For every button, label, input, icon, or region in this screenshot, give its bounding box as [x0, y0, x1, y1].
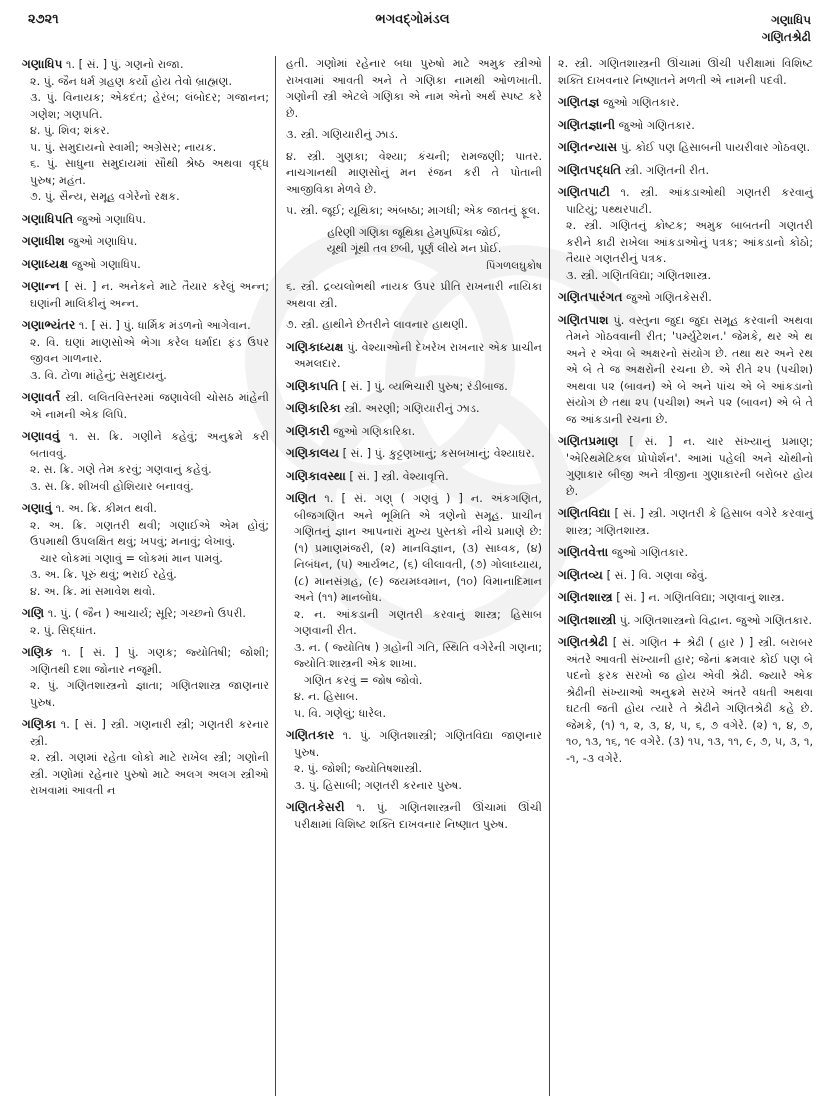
entry-first-line [558, 312, 813, 429]
entry-first-line [22, 428, 269, 462]
sense-line: ૩. સ. ક્રિ. શીખવી હોશિયાર બનાવવું. [30, 479, 194, 493]
headword: ગણાધ્યક્ષ [22, 256, 69, 271]
dictionary-entry [558, 567, 813, 585]
guide-words [762, 12, 811, 46]
definition: [ સં. ગણિત + શ્રેઢી ( હાર ) ] સ્ત્રી. બરાબર અંતરે આવતી સંખ્યાની હાર; જેનાં ક્રમવાર કોઈ પણ બે પદનો ફરક સરખો જ હોય એવી શ્રેઢી. જ્યારે એક શ્રેઢીની સંખ્યાઓ અનુક્રમે સરખે અંતરે વધતી અથવા ઘટતી જતી હોય ત્યારે તે શ્રેઢીને ગણિતશ્રેઢી કહે છે. જેમકે, (૧) ૧, ૨, ૩, ૪, ૫, ૬, ૭ વગેરે. (૨) ૧, ૪, ૭, ૧૦, ૧૩, ૧૬, ૧૯ વગેરે. (૩) ૧૫, ૧૩, ૧૧, ૯, ૭, ૫, ૩, ૧, -૧, -૩ વગેરે. [566, 636, 813, 765]
sense-line: ૩. પું. હિસાબી; ગણતરી કરનાર પુરુષ. [294, 778, 462, 792]
entry-first-line [286, 445, 542, 463]
sense-line: ૩. સ્ત્રી. ગણિયારીનું ઝાડ. [286, 128, 399, 141]
definition: પું. ગણિતશાસ્ત્રનો વિદ્વાન. જુઓ ગણિતકાર. [616, 613, 813, 627]
headword: ગણિત [286, 491, 317, 505]
dictionary-entry [286, 445, 542, 463]
entry-first-line [558, 589, 813, 607]
verse-source: પિંગળલઘુકોષ [486, 259, 542, 272]
definition: પું. વસ્તુના જુદા જુદા સમૂહ કરવાની અથવા તેમને ગોઠવવાની રીત; 'પર્મ્યુટેશન.' જેમકે, થર એ થ અને ર એવા બે અક્ષરનો સંયોગ છે. તથા થર અને રથ એ બે તે જ અક્ષરોની રચના છે. એ રીતે ૨૫ (પચીશ) અથવા ૫૨ (બાવન) એ બે અને પાંચ એ બે આંકડાનો સંયોગ છે તથા ૨૫ (પચીશ) અને ૫૨ (બાવન) એ બે તે જ આંકડાની રચના છે. [566, 313, 813, 426]
entry-first-line [558, 544, 813, 562]
entry-first-line [558, 94, 813, 112]
dictionary-entry [558, 312, 813, 429]
sense-line: ૩. પું. વિનાયક; એકદંત; હેરંબ; લંબોદર; ગજાનન; ગણેશ; ગણપતિ. [30, 91, 269, 121]
headword: ગણિક [22, 645, 53, 659]
definition: ૧. [ સં. ] પું. ગણક; જ્યોતિષી; જોશી; ગણિતથી દશા જોનાર નજૂમી. [30, 646, 269, 676]
entry-first-line [286, 423, 542, 441]
dictionary-entry [22, 716, 269, 800]
headword: ગણિતકેસરી [286, 800, 345, 814]
headword: ગણિકાધ્યક્ષ [286, 339, 344, 354]
definition: [ સં. ] ન. ચાર સંખ્યાનું પ્રમાણ; 'એરિથમેટિકલ પ્રોપોર્શન'. આમાં પહેલી અને ચોથીનો ગુણાકાર બીજી અને ત્રીજીના ગુણાકારની બરોબર હોય છે. [566, 435, 813, 498]
column-2 [275, 56, 549, 1096]
entry-first-line [558, 505, 813, 539]
headword: ગણિતપાશ [558, 312, 609, 327]
sense-line: ૩. ન. ( જ્યોતિષ ) ગ્રહોની ગતિ, સ્થિતિ વગેરેની ગણના; જ્યોતિઃશાસ્ત્રની એક શાખા. [294, 640, 542, 670]
page-number: ૨૭૨૧ [28, 12, 59, 27]
sense-line: ૭. પું. સૈન્ય, સમૂહ વગેરેનો રક્ષક. [30, 190, 180, 203]
verse-quote [286, 225, 542, 275]
entry-first-line [22, 211, 269, 229]
dictionary-entry [22, 605, 269, 639]
entry-first-line [558, 634, 813, 767]
dictionary-entry [558, 589, 813, 607]
dictionary-entry [558, 184, 813, 284]
headword: ગણિકા [22, 717, 56, 731]
dictionary-entry [558, 139, 813, 157]
definition: જુઓ ગણિતકાર. [615, 118, 695, 132]
column-1 [22, 56, 275, 1096]
headword: ગણાવું [22, 501, 53, 515]
entry-first-line [22, 56, 269, 74]
sense-line: ૪. પું. શિવ; શંકર. [30, 124, 110, 137]
entry-first-line [558, 612, 813, 630]
headword: ગણાધીશ [22, 234, 65, 248]
headword: ગણિકારી [286, 423, 330, 438]
definition: જુઓ ગણિતકેસરી. [622, 291, 712, 304]
sense-line: ૨. સ્ત્રી. ગણમાં રહેતા લોકો માટે રાખેલ સ્ત્રી; ગણોની સ્ત્રી. ગણોમાં રહેનાર પુરુષો માટે અલગ અલગ સ્ત્રીઓ રાખવામાં આવતી ન [30, 751, 269, 797]
entry-first-line [558, 567, 813, 585]
headword: ગણિતપદ્ધતિ [558, 162, 622, 177]
entry-first-line [22, 278, 269, 312]
definition: જુઓ ગણિકારિકા. [329, 424, 416, 438]
headword: ગણાભ્યંતર [22, 318, 76, 332]
entry-first-line [286, 799, 542, 833]
entry-first-line [22, 716, 269, 750]
entry-first-line [22, 317, 269, 335]
entry-first-line [558, 289, 813, 307]
sense-line: ૫. સ્ત્રી. જૂઈ; યૂથિકા; અંબષ્ઠા; માગધી; એક જાતનું ફૂલ. [286, 204, 541, 217]
definition: જુઓ ગણિતકાર. [608, 546, 689, 559]
definition: સ્ત્રી. અરણી; ગણિયારીનું ઝાડ. [340, 402, 480, 415]
entry-first-line [558, 184, 813, 218]
definition: [ સં. ] ન. અનેકને માટે તૈયાર કરેલું અન્ન; ઘણાંની માલિકીનું અન્ન. [30, 280, 269, 310]
definition: ૧. [ સં. ગણ્ ( ગણવું ) ] ન. અંકગણિત, બીજગણિત અને ભૂમિતિ એ ત્રણેનો સમૂહ. પ્રાચીન ગણિતનું જ્ઞાન આપનારાં મુખ્ય પુસ્તકો નીચે પ્રમાણે છે: (૧) પ્રમાણમંજરી, (૨) માનવિજ્ઞાન, (૩) સાધ્વક, (૪) નિબંધન, (૫) આર્યભટ, (૬) લીલાવતી, (૭) ગોલાધ્યાય, (૮) માનસંગ્રહ, (૯) જયમધ્વમાન, (૧૦) વિમાનાદિમાન અને (૧૧) માનબોધ. [294, 492, 542, 604]
dictionary-entry [286, 799, 542, 833]
entry-first-line [286, 378, 542, 396]
verse-line: યૂથી ગૂંથી તવ છબી, પૂર્ણ લીયે મન પ્રોઈ. [326, 242, 502, 255]
entry-first-line [558, 117, 813, 135]
guide-word-last: ગણિતશ્રેઢી [761, 30, 811, 44]
dictionary-entry [22, 500, 269, 600]
definition: ૧. પું. ( જૈન ) આચાર્ય; સૂરિ; ગચ્છનો ઉપરી. [44, 607, 246, 620]
definition: ૧. સ. ક્રિ. ગણીને કહેવું; અનુક્રમે કરી બતાવવું. [30, 430, 269, 460]
headword: ગણાવર્ત [22, 390, 61, 404]
guide-word-first: ગણાધિપ [771, 13, 811, 27]
sense-line: ૪. અ. ક્રિ. માં સમાવેશ થવો. [30, 584, 156, 598]
sense-line: ૭. સ્ત્રી. હાથીને છેતરીને લાવનાર હાથણી. [286, 318, 468, 331]
headword: ગણાવવું [22, 429, 60, 443]
dictionary-entry [286, 378, 542, 396]
headword: ગણિકાલય [286, 446, 340, 460]
entry-first-line [22, 389, 269, 423]
sense-line: ૫. વિ. ગણેલું; ધારેલ. [294, 706, 387, 720]
entry-first-line [286, 400, 542, 418]
headword: ગણિતપારંગત [558, 290, 623, 304]
definition: [ સં. ] વિ. ગણવા જેવું. [603, 568, 708, 582]
definition: જુઓ ગણાધિપ. [64, 235, 138, 248]
headword: ગણિકાપતિ [286, 378, 339, 393]
definition: [ સં. ] સ્ત્રી. વેશ્યાવૃત્તિ. [345, 469, 449, 483]
sense-line: ૨. ન. આંકડાની ગણતરી કરવાનું શાસ્ત્ર; હિસાબ ગણવાની રીત. [294, 607, 542, 637]
sense-line: ૨. વિ. ઘણાં માણસોએ ભેગા કરેલ ધર્માદા ફંડ ઉપર જીવન ગાળનાર. [30, 335, 269, 365]
dictionary-entry [558, 94, 813, 112]
entry-first-line [558, 433, 813, 500]
definition: જુઓ ગણાધિપ. [73, 212, 146, 226]
dictionary-columns [22, 56, 817, 1096]
column-3 [549, 56, 817, 1096]
definition: ૧. [ સં. ] પું. ધાર્મિક મંડળનો આગેવાન. [75, 319, 251, 332]
dictionary-entry [558, 117, 813, 135]
sense-line: ૩. સ્ત્રી. ગણિતવિદ્યા; ગણિતશાસ્ત્ર. [566, 268, 712, 282]
entry-first-line [286, 339, 542, 373]
headword: ગણિતશાસ્ત્ર [558, 590, 613, 604]
definition: સ્ત્રી. ગણિતની રીત. [621, 163, 710, 177]
entry-first-line [286, 468, 542, 486]
dictionary-entry [286, 339, 542, 373]
sense-line: ૩. અ. ક્રિ. પૂરું થવું; ભરાઈ રહેવું. [30, 568, 177, 581]
entry-first-line [286, 490, 542, 607]
usage-example: ચાર લોકમાં ગણાવું = લોકમાં માન પામવું. [40, 551, 223, 565]
dictionary-entry [22, 278, 269, 312]
definition: ૧. અ. ક્રિ. કીમત થવી. [52, 502, 157, 515]
sense-line: ૪. ન. હિસાબ. [294, 690, 359, 703]
entry-first-line [22, 256, 269, 274]
entry-first-line [22, 644, 269, 678]
headword: ગણિતવિદ્યા [558, 506, 611, 520]
entry-first-line [22, 605, 269, 623]
headword: ગણિતવેત્તા [558, 545, 609, 559]
entry-first-line [22, 233, 269, 251]
definition: [ સં. ] પું. વ્યભિચારી પુરુષ; રંડીબાજ. [338, 379, 508, 393]
definition: પું. વેશ્યાઓની દેખરેખ રાખનાર એક પ્રાચીન અમલદાર. [294, 340, 542, 370]
dictionary-entry [286, 400, 542, 418]
headword: ગણિતશાસ્ત્રી [558, 612, 617, 627]
definition: ૧. સ્ત્રી. આંકડાઓથી ગણતરી કરવાનું પાટિયું; પથ્થરપાટી. [566, 186, 813, 216]
dictionary-entry [22, 644, 269, 711]
entry-continuation: હતી. ગણોમાં રહેનાર બધા પુરુષો માટે અમુક સ્ત્રીઓ રાખવામાં આવતી અને તે ગણિકા નામથી ઓળખાતી. ગણોની સ્ત્રી એટલે ગણિકા એ નામ એનો અર્થ સ્પષ્ટ કરે છે. [286, 57, 542, 120]
sense-line: ૨. સ્ત્રી. ગણિતનું કોષ્ટક; અમુક બાબતની ગણતરી કરીને કાઢી રાખેલા આંકડાઓનું પત્રક; આંકડાનો કોઠો; તૈયાર ગણતરીનું પત્રક. [566, 219, 813, 265]
headword: ગણિકારિકા [286, 401, 341, 415]
sense-line: ૨. પું. જૈન ધર્મ ગ્રહણ કર્યો હોય તેવો બ્રાહ્મણ. [30, 74, 233, 88]
page-header [0, 0, 825, 50]
dictionary-entry [22, 317, 269, 384]
entry-first-line [558, 139, 813, 157]
headword: ગણિતકાર [286, 728, 335, 742]
verse-line: હરિણી ગણિકા જૂથિકા હેમપુષ્પિકા જોઈ, [327, 225, 501, 239]
entry-first-line [558, 162, 813, 180]
headword: ગણાન્ન [22, 279, 60, 293]
dictionary-entry [286, 423, 542, 441]
definition: સ્ત્રી. લલિતવિસ્તરમાં જણાવેલી ચોસઠ માંહેની એ નામની એક લિપિ. [30, 391, 269, 421]
entry-first-line [286, 727, 542, 761]
sense-line: ૩. વિ. ટોળા માંહેનું; સમુદાયનું. [30, 368, 167, 382]
definition: [ સં. ] પું. કુટ્ટણખાનું; કસબખાનું; વેશ્યાઘર. [339, 447, 535, 460]
entry-first-line [22, 500, 269, 518]
dictionary-entry [558, 634, 813, 767]
headword: ગણિતજ્ઞ [558, 95, 600, 109]
headword: ગણિતજ્ઞાની [558, 117, 616, 132]
sense-line: ૨. સ. ક્રિ. ગણે તેમ કરવું; ગણવાનું કહેવું. [30, 463, 212, 476]
headword: ગણાધિપ [22, 57, 63, 71]
dictionary-entry [286, 490, 542, 722]
dictionary-entry [22, 256, 269, 274]
dictionary-entry [22, 233, 269, 251]
headword: ગણિતપાટી [558, 185, 610, 199]
dictionary-entry [558, 289, 813, 307]
sense-line: ૨. પું. ગણિતશાસ્ત્રનો જ્ઞાતા; ગણિતશાસ્ત્ર જાણનાર પુરુષ. [30, 679, 269, 709]
sense-line: ૬. પું. સાધુના સમુદાયમાં સૌથી શ્રેષ્ઠ અથવા વૃદ્ધ પુરુષ; મહંત. [30, 157, 269, 187]
definition: [ સં. ] ન. ગણિતવિદ્યા; ગણવાનું શાસ્ત્ર. [612, 591, 785, 604]
definition: [ સં. ] સ્ત્રી. ગણતરી કે હિસાબ વગેરે કરવાનું શાસ્ત્ર; ગણિતશાસ્ત્ર. [566, 507, 813, 537]
headword: ગણાધિપતિ [22, 211, 74, 226]
sense-line: ૨. અ. ક્રિ. ગણતરી થવી; ગણાઈએ એમ હોવું; ઉપમાથી ઉપલક્ષિત થવું; ખપવું; મનાવું; લેખાવું. [30, 518, 269, 548]
headword: ગણિતવ્ય [558, 567, 604, 582]
headword: ગણિ [22, 606, 45, 620]
definition: ૧. પું. ગણિતશાસ્ત્રી; ગણિતવિદ્યા જાણનાર પુરુષ. [294, 729, 542, 759]
sense-line: ૨. પું. જોશી; જ્યોતિષશાસ્ત્રી. [294, 762, 422, 775]
dictionary-entry [22, 211, 269, 229]
dictionary-entry [22, 389, 269, 423]
definition: ૧. પું. ગણિતશાસ્ત્રની ઊંચામાં ઊંચી પરીક્ષામાં વિશિષ્ટ શક્તિ દાખવનાર નિષ્ણાત પુરુષ. [294, 801, 542, 831]
dictionary-entry [558, 433, 813, 500]
dictionary-entry [286, 468, 542, 486]
dictionary-entry [558, 544, 813, 562]
dictionary-entry [558, 505, 813, 539]
headword: ગણિતશ્રેઢી [558, 635, 608, 649]
definition: ૧. [ સં. ] સ્ત્રી. ગણનારી સ્ત્રી; ગણતરી કરનાર સ્ત્રી. [30, 718, 269, 748]
definition: ૧. [ સં. ] પું. ગણનો રાજા. [62, 58, 184, 71]
definition: જુઓ ગણાધિપ. [68, 257, 141, 271]
sense-line: ૪. સ્ત્રી. ગુણકા; વેશ્યા; કંચની; રામજણી; પાતર. નાચગાનથી માણસોનું મન રંજન કરી તે પોતાની આજીવિકા મેળવે છે. [286, 149, 542, 196]
sense-line: ૨. સ્ત્રી. ગણિતશાસ્ત્રની ઊંચામાં ઊંચી પરીક્ષામાં વિશિષ્ટ શક્તિ દાખવનાર નિષ્ણાતને મળતી એ નામની પદવી. [558, 57, 813, 87]
dictionary-entry [22, 428, 269, 495]
headword: ગણિકાવસ્થા [286, 468, 346, 483]
headword: ગણિતન્યાસ [558, 140, 618, 154]
dictionary-entry [22, 56, 269, 206]
definition: જુઓ ગણિતકાર. [599, 96, 680, 109]
dictionary-entry [558, 612, 813, 630]
dictionary-entry [558, 162, 813, 180]
sense-line: ૬. સ્ત્રી. દ્રવ્યલોભથી નાયક ઉપર પ્રીતિ રાખનારી નાયિકા અથવા સ્ત્રી. [286, 280, 542, 310]
sense-line: ૫. પું. સમુદાયનો સ્વામી; અગ્રેસર; નાયક. [30, 140, 217, 154]
definition: પું. કોઈ પણ હિસાબની પાયરીવાર ગોઠવણ. [617, 141, 811, 154]
book-title: ભગવદ્ગોમંડલ [375, 12, 450, 27]
sense-line: ૨. પું. સિદ્ધાંત. [30, 623, 97, 637]
usage-example: ગણિત કરવું = જોષ જોવો. [304, 673, 423, 687]
headword: ગણિતપ્રમાણ [558, 434, 619, 448]
dictionary-entry [286, 727, 542, 794]
